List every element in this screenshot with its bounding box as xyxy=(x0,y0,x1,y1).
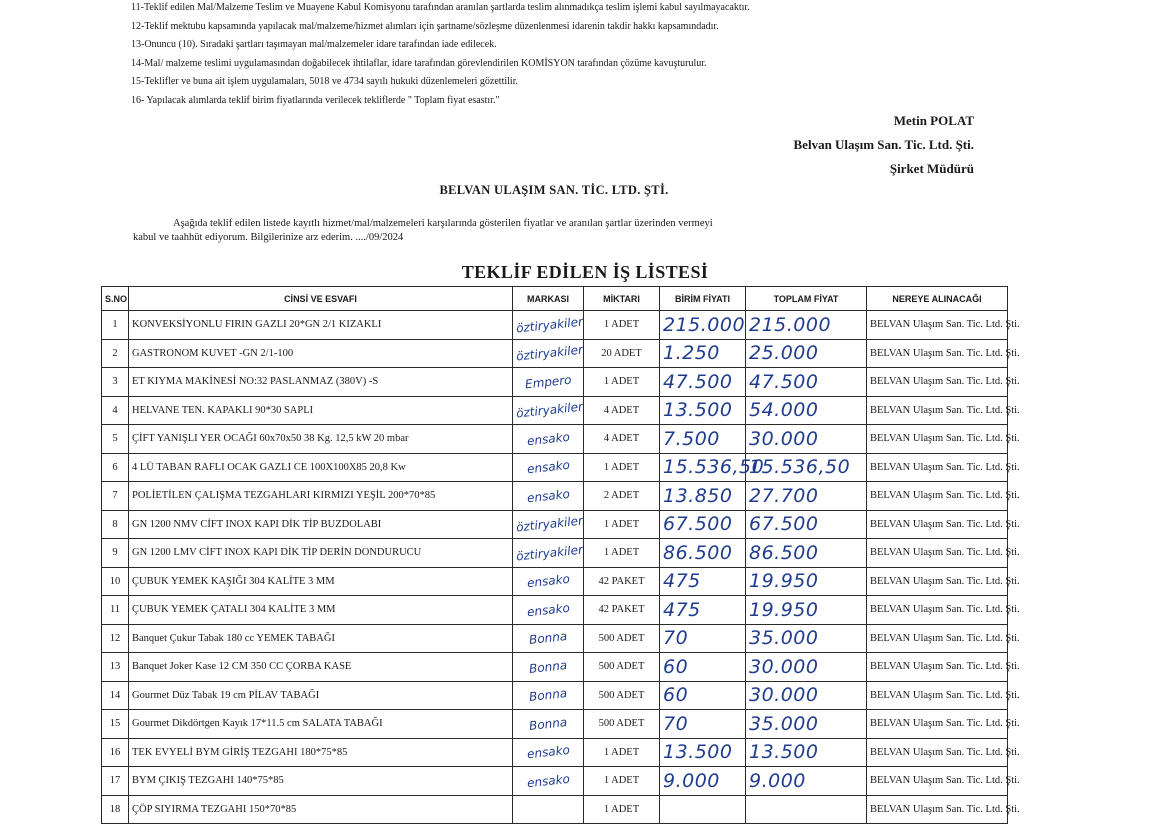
item-unit-price: 475 xyxy=(663,598,701,621)
item-quantity: 4 ADET xyxy=(584,425,660,454)
row-number: 11 xyxy=(102,596,129,625)
item-total-price: 19.950 xyxy=(749,598,819,621)
item-quantity: 20 ADET xyxy=(584,339,660,368)
item-description: KONVEKSİYONLU FIRIN GAZLI 20*GN 2/1 KIZAKLI xyxy=(129,311,513,340)
item-description: ÇİFT YANIŞLI YER OCAĞI 60x70x50 38 Kg. 12,5 kW 20 mbar xyxy=(129,425,513,454)
item-destination: BELVAN Ulaşım San. Tic. Ltd. Şti. xyxy=(867,710,1008,739)
header-qty: MİKTARI xyxy=(584,287,660,311)
row-number: 7 xyxy=(102,482,129,511)
item-total-price: 54.000 xyxy=(749,399,819,422)
item-quantity: 500 ADET xyxy=(584,653,660,682)
item-description: GN 1200 NMV CİFT INOX KAPI DİK TİP BUZDOLABI xyxy=(129,510,513,539)
header-destination: NEREYE ALINACAĞI xyxy=(867,287,1008,311)
signer-company: Belvan Ulaşım San. Tic. Ltd. Şti. xyxy=(793,137,974,152)
item-brand: öztiryakiler xyxy=(515,513,584,535)
item-quantity: 500 ADET xyxy=(584,624,660,653)
item-quantity: 1 ADET xyxy=(584,311,660,340)
item-brand: ensako xyxy=(525,458,571,477)
item-total-price: 30.000 xyxy=(749,427,819,450)
row-number: 12 xyxy=(102,624,129,653)
item-total-price-cell xyxy=(746,368,867,397)
term-item: 15-Teklifler ve buna ait işlem uygulamaları, 5018 ve 4734 sayılı hukuki düzenlemeleri gözettilir. xyxy=(131,76,518,87)
item-brand: öztiryakiler xyxy=(515,314,584,336)
item-total-price-cell xyxy=(746,653,867,682)
table-row xyxy=(102,681,1008,710)
item-destination: BELVAN Ulaşım San. Tic. Ltd. Şti. xyxy=(867,396,1008,425)
header-brand: MARKASI xyxy=(513,287,584,311)
item-destination: BELVAN Ulaşım San. Tic. Ltd. Şti. xyxy=(867,482,1008,511)
item-quantity: 1 ADET xyxy=(584,795,660,824)
row-number: 13 xyxy=(102,653,129,682)
item-unit-price-cell xyxy=(660,653,746,682)
signer-name: Metin POLAT xyxy=(893,113,974,128)
table-row xyxy=(102,311,1008,340)
item-description: HELVANE TEN. KAPAKLI 90*30 SAPLI xyxy=(129,396,513,425)
row-number: 5 xyxy=(102,425,129,454)
item-brand-cell xyxy=(513,653,584,682)
item-unit-price-cell xyxy=(660,510,746,539)
item-brand: ensako xyxy=(525,572,571,591)
item-description: ET KIYMA MAKİNESİ NO:32 PASLANMAZ (380V) -S xyxy=(129,368,513,397)
item-unit-price: 47.500 xyxy=(663,370,733,393)
table-row xyxy=(102,539,1008,568)
item-total-price-cell xyxy=(746,738,867,767)
item-brand: ensako xyxy=(525,600,571,619)
item-unit-price-cell xyxy=(660,710,746,739)
item-total-price: 30.000 xyxy=(749,655,819,678)
row-number: 18 xyxy=(102,795,129,824)
item-unit-price: 1.250 xyxy=(663,342,720,365)
item-destination: BELVAN Ulaşım San. Tic. Ltd. Şti. xyxy=(867,453,1008,482)
item-brand-cell xyxy=(513,339,584,368)
item-destination: BELVAN Ulaşım San. Tic. Ltd. Şti. xyxy=(867,368,1008,397)
item-total-price-cell xyxy=(746,795,867,824)
table-row xyxy=(102,624,1008,653)
item-brand: öztiryakiler xyxy=(515,399,584,421)
item-brand: Bonna xyxy=(528,686,568,705)
item-total-price: 86.500 xyxy=(749,541,819,564)
intro-line: kabul ve taahhüt ediyorum. Bilgilerinize arz ederim. ..../09/2024 xyxy=(133,232,404,243)
item-unit-price: 215.000 xyxy=(663,313,746,336)
item-unit-price-cell xyxy=(660,795,746,824)
intro-line: Aşağıda teklif edilen listede kayıtlı hizmet/mal/malzemeleri karşılarında gösterilen fiyatlar ve aranılan şartlar üzerinden vermeyi xyxy=(173,218,713,229)
item-unit-price-cell xyxy=(660,767,746,796)
item-total-price: 30.000 xyxy=(749,684,819,707)
terms-list xyxy=(131,0,891,110)
item-quantity: 4 ADET xyxy=(584,396,660,425)
table-row xyxy=(102,596,1008,625)
item-quantity: 1 ADET xyxy=(584,453,660,482)
item-total-price: 67.500 xyxy=(749,513,819,536)
item-unit-price: 70 xyxy=(663,627,689,650)
header-no: S.NO xyxy=(102,287,129,311)
row-number: 4 xyxy=(102,396,129,425)
item-quantity: 42 PAKET xyxy=(584,596,660,625)
item-description: ÇUBUK YEMEK ÇATALI 304 KALİTE 3 MM xyxy=(129,596,513,625)
item-quantity: 2 ADET xyxy=(584,482,660,511)
item-brand-cell xyxy=(513,510,584,539)
item-unit-price-cell xyxy=(660,738,746,767)
header-unit-price: BİRİM FİYATI xyxy=(660,287,746,311)
item-quantity: 500 ADET xyxy=(584,681,660,710)
row-number: 3 xyxy=(102,368,129,397)
item-description: Banquet Çukur Tabak 180 cc YEMEK TABAĞI xyxy=(129,624,513,653)
table-body xyxy=(102,311,1020,824)
item-destination: BELVAN Ulaşım San. Tic. Ltd. Şti. xyxy=(867,510,1008,539)
table-row xyxy=(102,653,1008,682)
item-total-price-cell xyxy=(746,539,867,568)
row-number: 10 xyxy=(102,567,129,596)
item-destination: BELVAN Ulaşım San. Tic. Ltd. Şti. xyxy=(867,767,1008,796)
item-unit-price: 60 xyxy=(663,655,689,678)
item-quantity: 1 ADET xyxy=(584,368,660,397)
row-number: 14 xyxy=(102,681,129,710)
item-total-price: 15.536,50 xyxy=(749,456,851,479)
table-row xyxy=(102,738,1008,767)
item-brand: ensako xyxy=(525,486,571,505)
item-total-price-cell xyxy=(746,510,867,539)
signer-role: Şirket Müdürü xyxy=(889,161,974,176)
item-brand-cell xyxy=(513,767,584,796)
term-item: 12-Teklif mektubu kapsamında yapılacak mal/malzeme/hizmet alımları için şartname/sözleşme düzenlenmesi idarenin takdir hakkı kapsamındadır. xyxy=(131,20,719,32)
item-total-price-cell xyxy=(746,425,867,454)
item-total-price-cell xyxy=(746,453,867,482)
item-destination: BELVAN Ulaşım San. Tic. Ltd. Şti. xyxy=(867,339,1008,368)
item-unit-price-cell xyxy=(660,396,746,425)
table-row xyxy=(102,795,1008,824)
row-number: 2 xyxy=(102,339,129,368)
item-unit-price: 60 xyxy=(663,684,689,707)
item-unit-price-cell xyxy=(660,596,746,625)
item-description: GASTRONOM KUVET -GN 2/1-100 xyxy=(129,339,513,368)
item-unit-price-cell xyxy=(660,425,746,454)
item-destination: BELVAN Ulaşım San. Tic. Ltd. Şti. xyxy=(867,795,1008,824)
row-number: 17 xyxy=(102,767,129,796)
row-number: 16 xyxy=(102,738,129,767)
item-description: GN 1200 LMV CİFT INOX KAPI DİK TİP DERİN DONDURUCU xyxy=(129,539,513,568)
item-total-price: 35.000 xyxy=(749,712,819,735)
row-number: 1 xyxy=(102,311,129,340)
company-title: BELVAN ULAŞIM SAN. TİC. LTD. ŞTİ. xyxy=(439,183,669,197)
item-description: Gourmet Dikdörtgen Kayık 17*11.5 cm SALATA TABAĞI xyxy=(129,710,513,739)
item-total-price-cell xyxy=(746,710,867,739)
item-quantity: 1 ADET xyxy=(584,539,660,568)
item-total-price: 27.700 xyxy=(749,484,819,507)
item-description: Banquet Joker Kase 12 CM 350 CC ÇORBA KASE xyxy=(129,653,513,682)
item-quantity: 1 ADET xyxy=(584,510,660,539)
item-brand-cell xyxy=(513,596,584,625)
item-brand-cell xyxy=(513,795,584,824)
item-unit-price: 67.500 xyxy=(663,513,733,536)
item-total-price: 19.950 xyxy=(749,570,819,593)
item-brand: öztiryakiler xyxy=(515,542,584,564)
item-total-price-cell xyxy=(746,567,867,596)
item-unit-price: 15.536,50 xyxy=(663,456,765,479)
table-header-row xyxy=(102,287,1008,311)
item-destination: BELVAN Ulaşım San. Tic. Ltd. Şti. xyxy=(867,425,1008,454)
item-total-price-cell xyxy=(746,482,867,511)
item-unit-price: 13.500 xyxy=(663,399,733,422)
row-number: 8 xyxy=(102,510,129,539)
item-unit-price: 13.850 xyxy=(663,484,733,507)
item-brand-cell xyxy=(513,710,584,739)
term-item: 16- Yapılacak alımlarda teklif birim fiyatlarında verilecek tekliflerde " Toplam fiyat esastır." xyxy=(131,94,500,106)
item-destination: BELVAN Ulaşım San. Tic. Ltd. Şti. xyxy=(867,311,1008,340)
item-unit-price: 7.500 xyxy=(663,427,720,450)
table-row xyxy=(102,482,1008,511)
item-total-price-cell xyxy=(746,339,867,368)
row-number: 15 xyxy=(102,710,129,739)
table-row xyxy=(102,710,1008,739)
item-destination: BELVAN Ulaşım San. Tic. Ltd. Şti. xyxy=(867,624,1008,653)
item-brand: Bonna xyxy=(528,657,568,676)
item-unit-price: 86.500 xyxy=(663,541,733,564)
intro-paragraph xyxy=(133,217,783,245)
item-destination: BELVAN Ulaşım San. Tic. Ltd. Şti. xyxy=(867,596,1008,625)
item-total-price: 35.000 xyxy=(749,627,819,650)
item-brand-cell xyxy=(513,539,584,568)
item-brand: Bonna xyxy=(528,629,568,648)
table-row xyxy=(102,368,1008,397)
item-unit-price-cell xyxy=(660,539,746,568)
item-total-price: 25.000 xyxy=(749,342,819,365)
item-brand-cell xyxy=(513,425,584,454)
signature-block xyxy=(794,109,974,181)
item-brand: ensako xyxy=(525,771,571,790)
item-total-price-cell xyxy=(746,596,867,625)
item-total-price-cell xyxy=(746,624,867,653)
table-row xyxy=(102,339,1008,368)
offer-table xyxy=(101,286,1020,824)
item-brand-cell xyxy=(513,681,584,710)
item-unit-price-cell xyxy=(660,567,746,596)
item-unit-price-cell xyxy=(660,681,746,710)
item-description: Gourmet Düz Tabak 19 cm PİLAV TABAĞI xyxy=(129,681,513,710)
item-description: ÇUBUK YEMEK KAŞIĞI 304 KALİTE 3 MM xyxy=(129,567,513,596)
list-title: TEKLİF EDİLEN İŞ LİSTESİ xyxy=(461,262,709,282)
item-brand: öztiryakiler xyxy=(515,342,584,364)
item-unit-price-cell xyxy=(660,624,746,653)
item-total-price-cell xyxy=(746,681,867,710)
item-brand: ensako xyxy=(525,743,571,762)
table-row xyxy=(102,510,1008,539)
item-brand-cell xyxy=(513,567,584,596)
item-unit-price: 9.000 xyxy=(663,769,720,792)
item-total-price: 13.500 xyxy=(749,741,819,764)
item-quantity: 1 ADET xyxy=(584,738,660,767)
item-unit-price-cell xyxy=(660,368,746,397)
term-item: 13-Onuncu (10). Sıradaki şartları taşımayan mal/malzemeler idare tarafından iade edilecek. xyxy=(131,39,497,50)
item-total-price-cell xyxy=(746,396,867,425)
item-destination: BELVAN Ulaşım San. Tic. Ltd. Şti. xyxy=(867,653,1008,682)
item-description: BYM ÇIKIŞ TEZGAHI 140*75*85 xyxy=(129,767,513,796)
item-quantity: 500 ADET xyxy=(584,710,660,739)
item-quantity: 1 ADET xyxy=(584,767,660,796)
item-destination: BELVAN Ulaşım San. Tic. Ltd. Şti. xyxy=(867,539,1008,568)
item-unit-price-cell xyxy=(660,339,746,368)
header-desc: CİNSİ VE ESVAFI xyxy=(129,287,513,311)
item-total-price: 47.500 xyxy=(749,370,819,393)
row-number: 6 xyxy=(102,453,129,482)
table-row xyxy=(102,425,1008,454)
item-unit-price: 475 xyxy=(663,570,701,593)
item-unit-price: 13.500 xyxy=(663,741,733,764)
item-destination: BELVAN Ulaşım San. Tic. Ltd. Şti. xyxy=(867,567,1008,596)
item-quantity: 42 PAKET xyxy=(584,567,660,596)
table-row xyxy=(102,453,1008,482)
item-unit-price-cell xyxy=(660,311,746,340)
item-brand-cell xyxy=(513,482,584,511)
item-brand: Bonna xyxy=(528,714,568,733)
item-total-price-cell xyxy=(746,311,867,340)
table-row xyxy=(102,767,1008,796)
term-item: 11-Teklif edilen Mal/Malzeme Teslim ve Muayene Kabul Komisyonu tarafından aranılan şartlarda teslim alınmadıkça teslim işlemi kabul sayılmayacaktır. xyxy=(131,2,750,13)
header-total-price: TOPLAM FİYAT xyxy=(746,287,867,311)
table-row xyxy=(102,567,1008,596)
item-description: ÇÖP SIYIRMA TEZGAHI 150*70*85 xyxy=(129,795,513,824)
item-brand-cell xyxy=(513,368,584,397)
item-description: POLİETİLEN ÇALIŞMA TEZGAHLARI KIRMIZI YEŞİL 200*70*85 xyxy=(129,482,513,511)
item-description: TEK EVYELİ BYM GİRİŞ TEZGAHI 180*75*85 xyxy=(129,738,513,767)
item-total-price: 9.000 xyxy=(749,769,806,792)
item-destination: BELVAN Ulaşım San. Tic. Ltd. Şti. xyxy=(867,738,1008,767)
item-brand: ensako xyxy=(525,429,571,448)
item-brand-cell xyxy=(513,738,584,767)
item-description: 4 LÜ TABAN RAFLI OCAK GAZLI CE 100X100X85 20,8 Kw xyxy=(129,453,513,482)
item-total-price: 215.000 xyxy=(749,313,832,336)
item-unit-price-cell xyxy=(660,453,765,482)
table-row xyxy=(102,396,1008,425)
item-brand-cell xyxy=(513,453,584,482)
item-brand-cell xyxy=(513,396,584,425)
item-unit-price: 70 xyxy=(663,712,689,735)
row-number: 9 xyxy=(102,539,129,568)
item-unit-price-cell xyxy=(660,482,746,511)
item-brand-cell xyxy=(513,624,584,653)
term-item: 14-Mal/ malzeme teslimi uygulamasından doğabilecek ihtilaflar, idare tarafından görevlendirilen KOMİSYON tarafından çözüme kavuşturulur. xyxy=(131,57,707,69)
item-destination: BELVAN Ulaşım San. Tic. Ltd. Şti. xyxy=(867,681,1008,710)
item-brand: Empero xyxy=(524,372,572,392)
item-brand-cell xyxy=(513,311,584,340)
item-total-price-cell xyxy=(746,767,867,796)
